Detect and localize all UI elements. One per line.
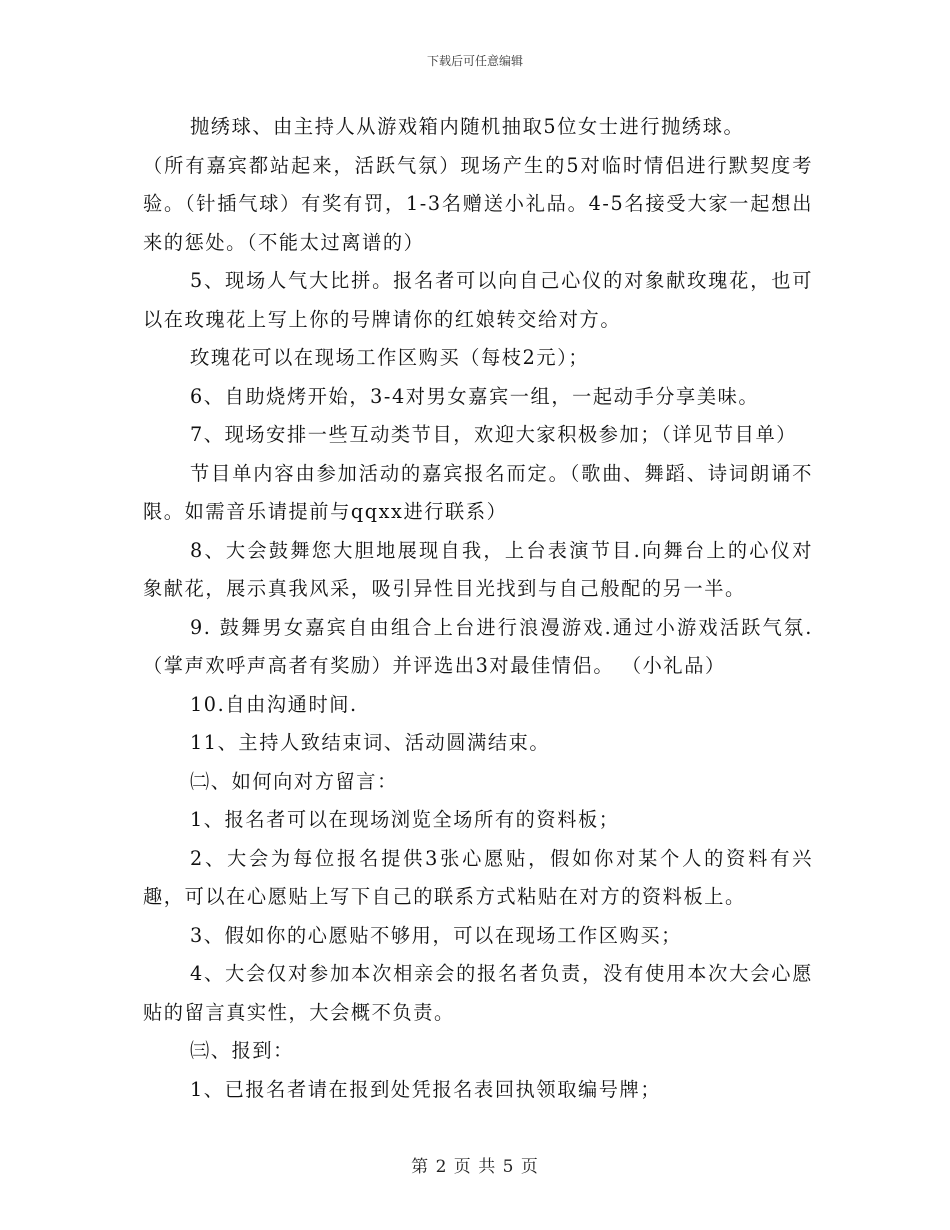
paragraph: 7、现场安排一些互动类节目，欢迎大家积极参加；（详见节目单） [190, 423, 798, 446]
paragraph: 9. 鼓舞男女嘉宾自由组合上台进行浪漫游戏.通过小游戏活跃气氛.（掌声欢呼声高者有奖励）并评选出3对最佳情侣。 （小礼品） [143, 615, 813, 677]
paragraph: （所有嘉宾都站起来，活跃气氛）现场产生的5对临时情侣进行默契度考验。（针插气球）有奖有罚，1-3名赠送小礼品。4-5名接受大家一起想出来的惩处。（不能太过离谱的） [143, 153, 813, 254]
page-header: 下载后可任意编辑 [426, 54, 523, 68]
paragraph: 玫瑰花可以在现场工作区购买（每枝2元）； [190, 346, 590, 369]
section-heading: ㈢、报到： [190, 1039, 294, 1062]
document-body [143, 108, 813, 1109]
paragraph: 3、假如你的心愿贴不够用，可以在现场工作区购买； [190, 923, 682, 947]
paragraph: 8、大会鼓舞您大胆地展现自我，上台表演节目.向舞台上的心仪对象献花，展示真我风采，吸引异性目光找到与自己般配的另一半。 [143, 538, 813, 600]
paragraph: 抛绣球、由主持人从游戏箱内随机抽取5位女士进行抛绣球。 [190, 115, 745, 138]
paragraph: 4、大会仅对参加本次相亲会的报名者负责，没有使用本次大会心愿贴的留言真实性，大会概不负责。 [143, 962, 813, 1024]
paragraph: 节目单内容由参加活动的嘉宾报名而定。（歌曲、舞蹈、诗词朗诵不限。如需音乐请提前与qqxx进行联系） [143, 461, 813, 523]
paragraph: 1、报名者可以在现场浏览全场所有的资料板； [190, 808, 620, 831]
paragraph: 1、已报名者请在报到处凭报名表回执领取编号牌； [190, 1077, 662, 1101]
paragraph: 5、现场人气大比拼。报名者可以向自己心仪的对象献玫瑰花，也可以在玫瑰花上写上你的号牌请你的红娘转交给对方。 [143, 269, 813, 331]
page-footer: 第 2 页 共 5 页 [411, 1157, 539, 1177]
paragraph: 10.自由沟通时间. [190, 692, 358, 716]
paragraph: 11、主持人致结束词、活动圆满结束。 [190, 731, 551, 754]
paragraph: 6、自助烧烤开始，3-4对男女嘉宾一组，一起动手分享美味。 [190, 384, 760, 408]
section-heading: ㈡、如何向对方留言： [190, 769, 398, 793]
paragraph: 2、大会为每位报名提供3张心愿贴，假如你对某个人的资料有兴趣，可以在心愿贴上写下自己的联系方式粘贴在对方的资料板上。 [143, 846, 813, 908]
